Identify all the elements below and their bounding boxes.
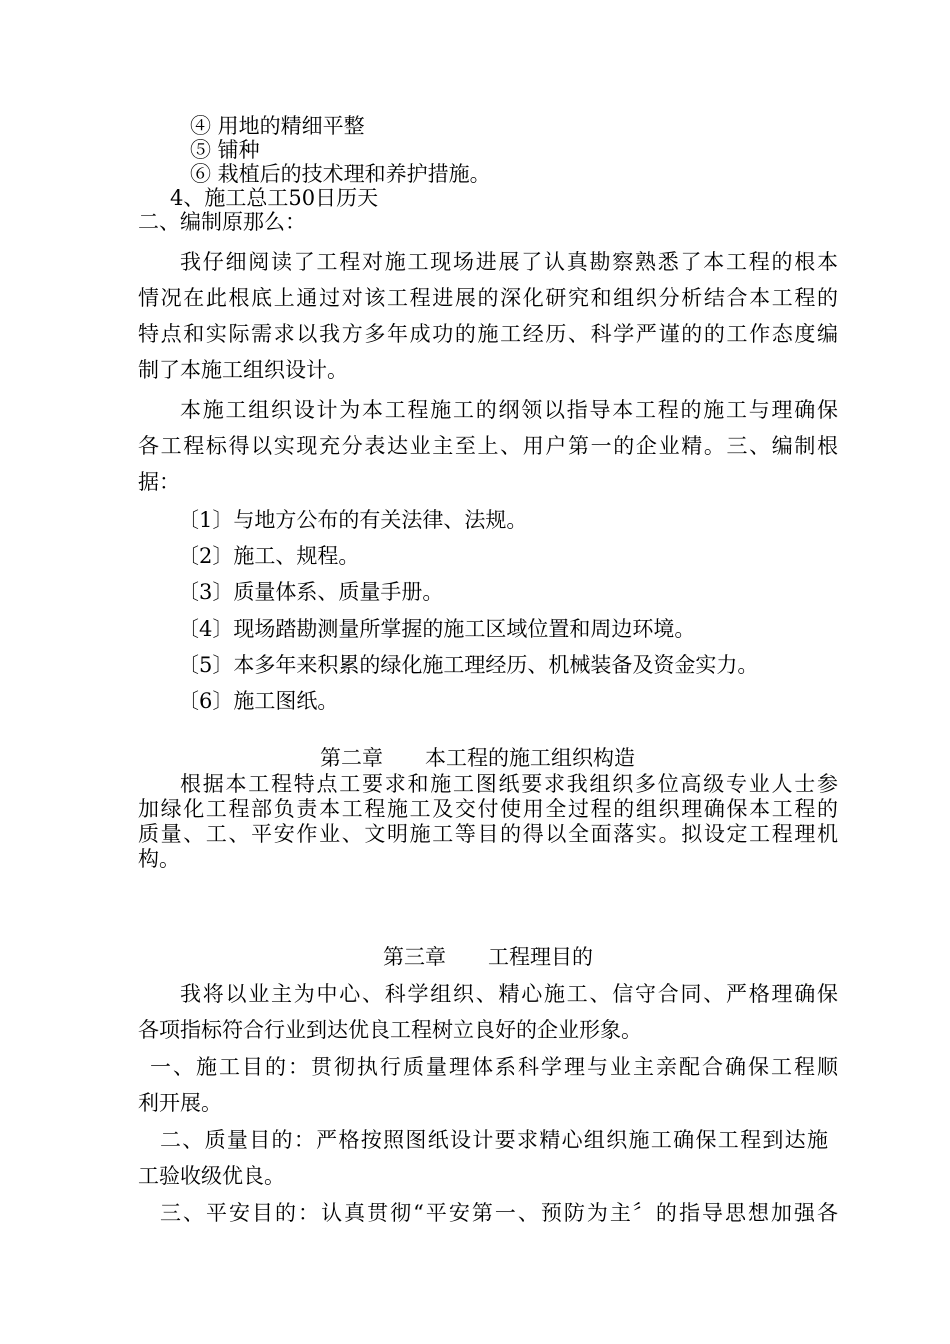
paragraph-line: 各工程标得以实现充分表达业主至上、用户第一的企业精。三、编制根 [138,434,838,458]
paragraph-line: 制了本施工组织设计。 [138,358,348,382]
goal-safety: 三、平安目的：认真贯彻“平安第一、预防为主〞的指导思想加强各 [160,1201,838,1225]
paragraph-line: 我仔细阅读了工程对施工现场进展了认真勘察熟悉了本工程的根本 [180,250,838,274]
list-item-sowing: ⑤ 铺种 [190,138,260,162]
paragraph-line: 据： [138,470,180,494]
paragraph-line: 我将以业主为中心、科学组织、精心施工、信守合同、严格理确保 [180,982,838,1006]
basis-item-4: 〔4〕现场踏勘测量所掌握的施工区域位置和周边环境。 [178,617,696,641]
goal-construction: 一、施工目的：贯彻执行质量理体系科学理与业主亲配合确保工程顺 [150,1055,838,1079]
chapter-heading-2: 第二章 本工程的施工组织构造 [320,746,635,770]
list-item-maintenance: ⑥ 栽植后的技术理和养护措施。 [190,162,491,186]
basis-item-5: 〔5〕本多年来积累的绿化施工理经历、机械装备及资金实力。 [178,653,759,677]
paragraph-line: 情况在此根底上通过对该工程进展的深化研究和组织分析结合本工程的 [138,286,838,310]
construction-period: 4、施工总工50日历天 [170,186,379,210]
paragraph-line: 构。 [138,847,180,871]
section-heading-principles: 二、编制原那么： [138,210,306,234]
paragraph-line: 各项指标符合行业到达优良工程树立良好的企业形象。 [138,1018,642,1042]
paragraph-line: 加绿化工程部负责本工程施工及交付使用全过程的组织理确保本工程的 [138,797,838,821]
goal-quality: 二、质量目的：严格按照图纸设计要求精心组织施工确保工程到达施 [160,1128,828,1152]
paragraph-line: 质量、工、平安作业、文明施工等目的得以全面落实。拟设定工程理机 [138,822,838,846]
paragraph-line: 根据本工程特点工要求和施工图纸要求我组织多位高级专业人士参 [180,772,838,796]
basis-item-2: 〔2〕施工、规程。 [178,544,360,568]
paragraph-line: 本施工组织设计为本工程施工的纲领以指导本工程的施工与理确保 [180,398,838,422]
list-item-land-leveling: ④ 用地的精细平整 [190,114,365,138]
basis-item-1: 〔1〕与地方公布的有关法律、法规。 [178,508,528,532]
paragraph-line: 工验收级优良。 [138,1164,285,1188]
basis-item-6: 〔6〕施工图纸。 [178,689,339,713]
paragraph-line: 特点和实际需求以我方多年成功的施工经历、科学严谨的的工作态度编 [138,322,838,346]
paragraph-line: 利开展。 [138,1091,222,1115]
chapter-heading-3: 第三章 工程理目的 [383,945,593,969]
basis-item-3: 〔3〕质量体系、质量手册。 [178,580,444,604]
